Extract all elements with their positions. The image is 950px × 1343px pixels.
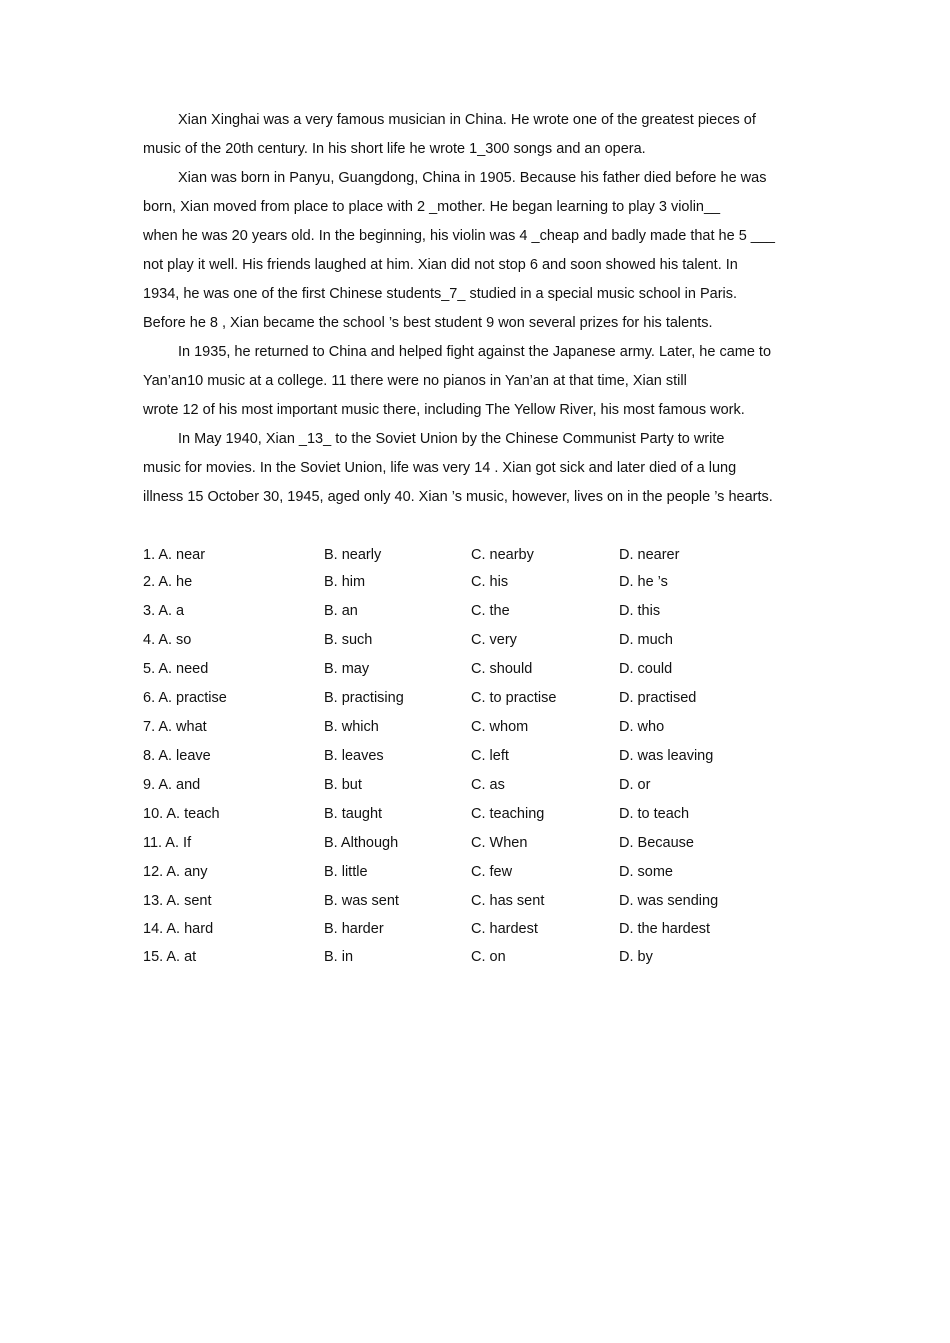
option-c: C. teaching <box>471 806 545 822</box>
option-d: D. was sending <box>619 893 719 909</box>
passage-line: Xian was born in Panyu, Guangdong, China in 1905. Because his father died before he was <box>178 170 767 186</box>
option-b: B. him <box>324 574 366 590</box>
passage-line: wrote 12 of his most important music there, including The Yellow River, his most famous work. <box>143 402 745 418</box>
passage-line: music of the 20th century. In his short life he wrote 1_300 songs and an opera. <box>143 141 646 157</box>
option-b: B. little <box>324 864 368 880</box>
option-d: D. Because <box>619 835 694 851</box>
option-c: C. hardest <box>471 921 538 937</box>
option-c: C. the <box>471 603 510 619</box>
option-a: 6. A. practise <box>143 690 227 706</box>
option-b: B. practising <box>324 690 404 706</box>
option-c: C. few <box>471 864 513 880</box>
option-a: 9. A. and <box>143 777 201 793</box>
passage-line: In 1935, he returned to China and helped fight against the Japanese army. Later, he came to <box>178 344 772 360</box>
option-a: 5. A. need <box>143 661 209 677</box>
option-c: C. his <box>471 574 509 590</box>
passage-line: when he was 20 years old. In the beginning, his violin was 4 _cheap and badly made that he 5 ___ <box>143 228 775 244</box>
option-d: D. practised <box>619 690 697 706</box>
option-d: D. much <box>619 632 673 648</box>
option-c: C. very <box>471 632 517 648</box>
option-c: C. as <box>471 777 505 793</box>
option-a: 12. A. any <box>143 864 208 880</box>
passage-line: 1934, he was one of the first Chinese students_7_ studied in a special music school in Paris. <box>143 286 738 302</box>
option-a: 1. A. near <box>143 547 206 563</box>
option-b: B. leaves <box>324 748 384 764</box>
option-c: C. to practise <box>471 690 557 706</box>
option-b: B. taught <box>324 806 383 822</box>
option-b: B. may <box>324 661 370 677</box>
option-b: B. an <box>324 603 358 619</box>
option-b: B. but <box>324 777 362 793</box>
option-d: D. to teach <box>619 806 690 822</box>
option-d: D. who <box>619 719 665 735</box>
option-b: B. which <box>324 719 379 735</box>
passage-line: Before he 8 , Xian became the school ’s best student 9 won several prizes for his talents. <box>143 315 713 331</box>
option-a: 14. A. hard <box>143 921 214 937</box>
passage-line: Xian Xinghai was a very famous musician in China. He wrote one of the greatest pieces of <box>178 112 756 128</box>
option-b: B. Although <box>324 835 399 851</box>
option-d: D. the hardest <box>619 921 711 937</box>
option-d: D. by <box>619 949 653 965</box>
option-b: B. in <box>324 949 354 965</box>
passage-line: not play it well. His friends laughed at him. Xian did not stop 6 and soon showed his talent. In <box>143 257 738 273</box>
passage-line: illness 15 October 30, 1945, aged only 40. Xian ’s music, however, lives on in the people ’s hearts. <box>143 489 773 505</box>
option-c: C. whom <box>471 719 529 735</box>
option-a: 11. A. If <box>143 835 192 851</box>
option-a: 13. A. sent <box>143 893 212 909</box>
option-b: B. nearly <box>324 547 382 563</box>
option-c: C. on <box>471 949 506 965</box>
option-d: D. nearer <box>619 547 680 563</box>
option-c: C. has sent <box>471 893 545 909</box>
option-d: D. this <box>619 603 661 619</box>
option-d: D. or <box>619 777 651 793</box>
option-a: 15. A. at <box>143 949 197 965</box>
option-a: 3. A. a <box>143 603 185 619</box>
option-a: 10. A. teach <box>143 806 220 822</box>
option-d: D. some <box>619 864 673 880</box>
option-a: 4. A. so <box>143 632 192 648</box>
option-d: D. he ’s <box>619 574 668 590</box>
passage-line: Yan’an10 music at a college. 11 there were no pianos in Yan’an at that time, Xian still <box>143 373 687 389</box>
option-b: B. was sent <box>324 893 399 909</box>
passage-line: In May 1940, Xian _13_ to the Soviet Union by the Chinese Communist Party to write <box>178 431 725 447</box>
option-a: 8. A. leave <box>143 748 211 764</box>
option-b: B. such <box>324 632 373 648</box>
option-a: 7. A. what <box>143 719 207 735</box>
passage-line: music for movies. In the Soviet Union, life was very 14 . Xian got sick and later died of a lung <box>143 460 737 476</box>
option-b: B. harder <box>324 921 384 937</box>
option-c: C. should <box>471 661 533 677</box>
passage-line: born, Xian moved from place to place with 2 _mother. He began learning to play 3 violin__ <box>143 199 721 215</box>
option-d: D. was leaving <box>619 748 714 764</box>
option-c: C. nearby <box>471 547 534 563</box>
option-a: 2. A. he <box>143 574 193 590</box>
option-c: C. left <box>471 748 509 764</box>
option-d: D. could <box>619 661 673 677</box>
option-c: C. When <box>471 835 528 851</box>
